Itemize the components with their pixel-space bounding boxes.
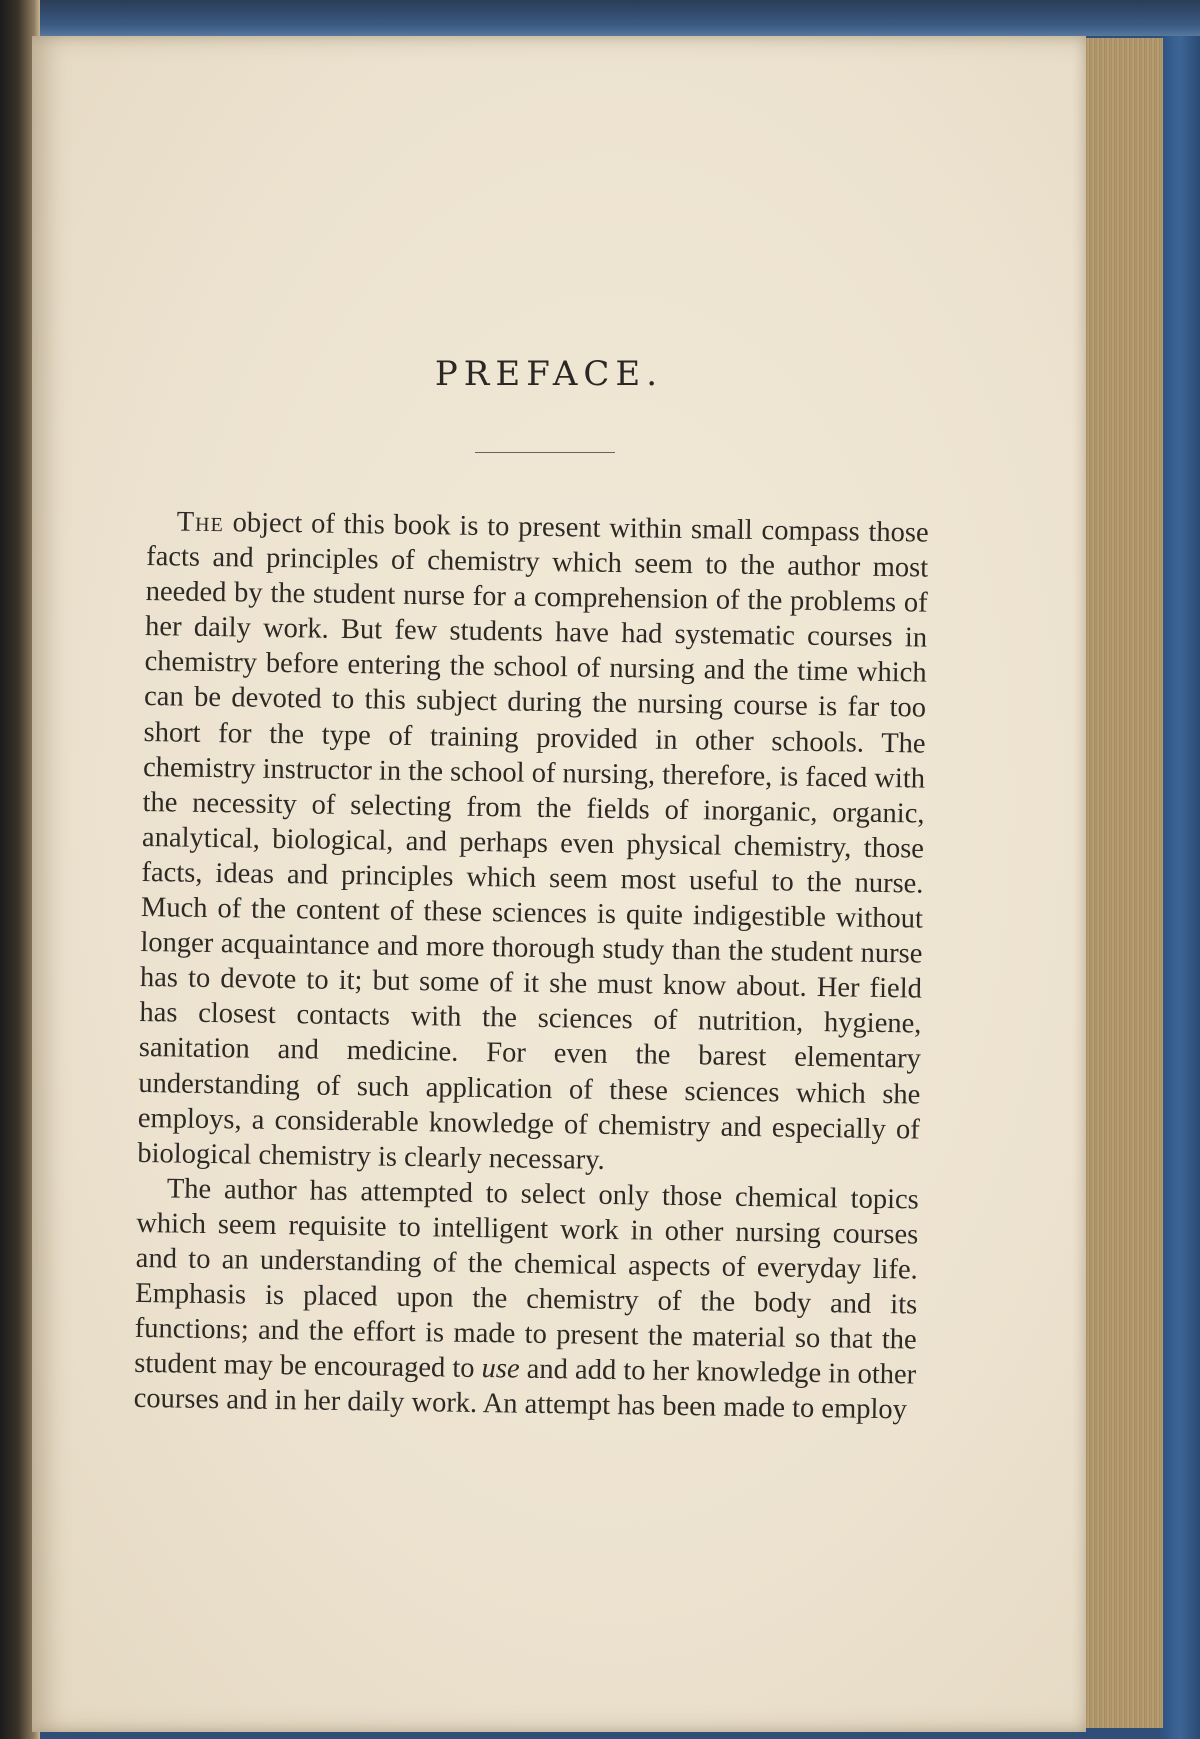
paragraph-2 [133,1171,919,1428]
paragraph-1-text: object of this book is to present within small compass those facts and principles of chemistry which seem to the author most needed by the student nurse for a comprehension of the problems of her daily work. But few students have had systematic courses in chemistry before entering the school of nursing and the time which can be devoted to this subject during the nursing course is far too short for the type of training provided in other schools. The chemistry instructor in the school of nursing, therefore, is faced with the necessity of selecting from the fields of inorganic, organic, analytical, biological, and perhaps even physical chemistry, those facts, ideas and principles which seem most useful to the nurse. Much of the content of these sciences is quite indigestible without longer acquaintance and more thorough study than the student nurse has to devote to it; but some of it she must know about. Her field has closest contacts with the sciences of nutrition, hygiene, sanitation and medicine. For even the barest elementary understanding of such application of these sciences which she employs, a considerable knowledge of chemistry and especially of biological chemistry is clearly necessary. [137,507,929,1176]
paragraph-2-text-end: and add to her knowledge in other courses and in her daily work. An attempt has been made to employ [133,1353,917,1426]
book-cover-right [1160,0,1200,1739]
paragraph-1-lead: The [176,506,225,539]
book-page [32,36,1086,1732]
paragraph-2-text-start: The author has attempted to select only those chemical topics which seem requisite to intelligent work in other nursing courses and to an understanding of the chemical aspects of everyday life. Emphasis is placed upon the chemistry of the body and its functions; and the effort is made to present the material so that the student may be encouraged to [134,1173,919,1385]
page-edges [1084,38,1163,1728]
page-heading: PREFACE. [434,354,664,394]
paragraph-2-emphasis: use [481,1353,520,1385]
heading-rule [475,452,615,453]
preface-body [133,504,928,1428]
paragraph-1 [137,504,929,1182]
book-cover-top [0,0,1200,36]
